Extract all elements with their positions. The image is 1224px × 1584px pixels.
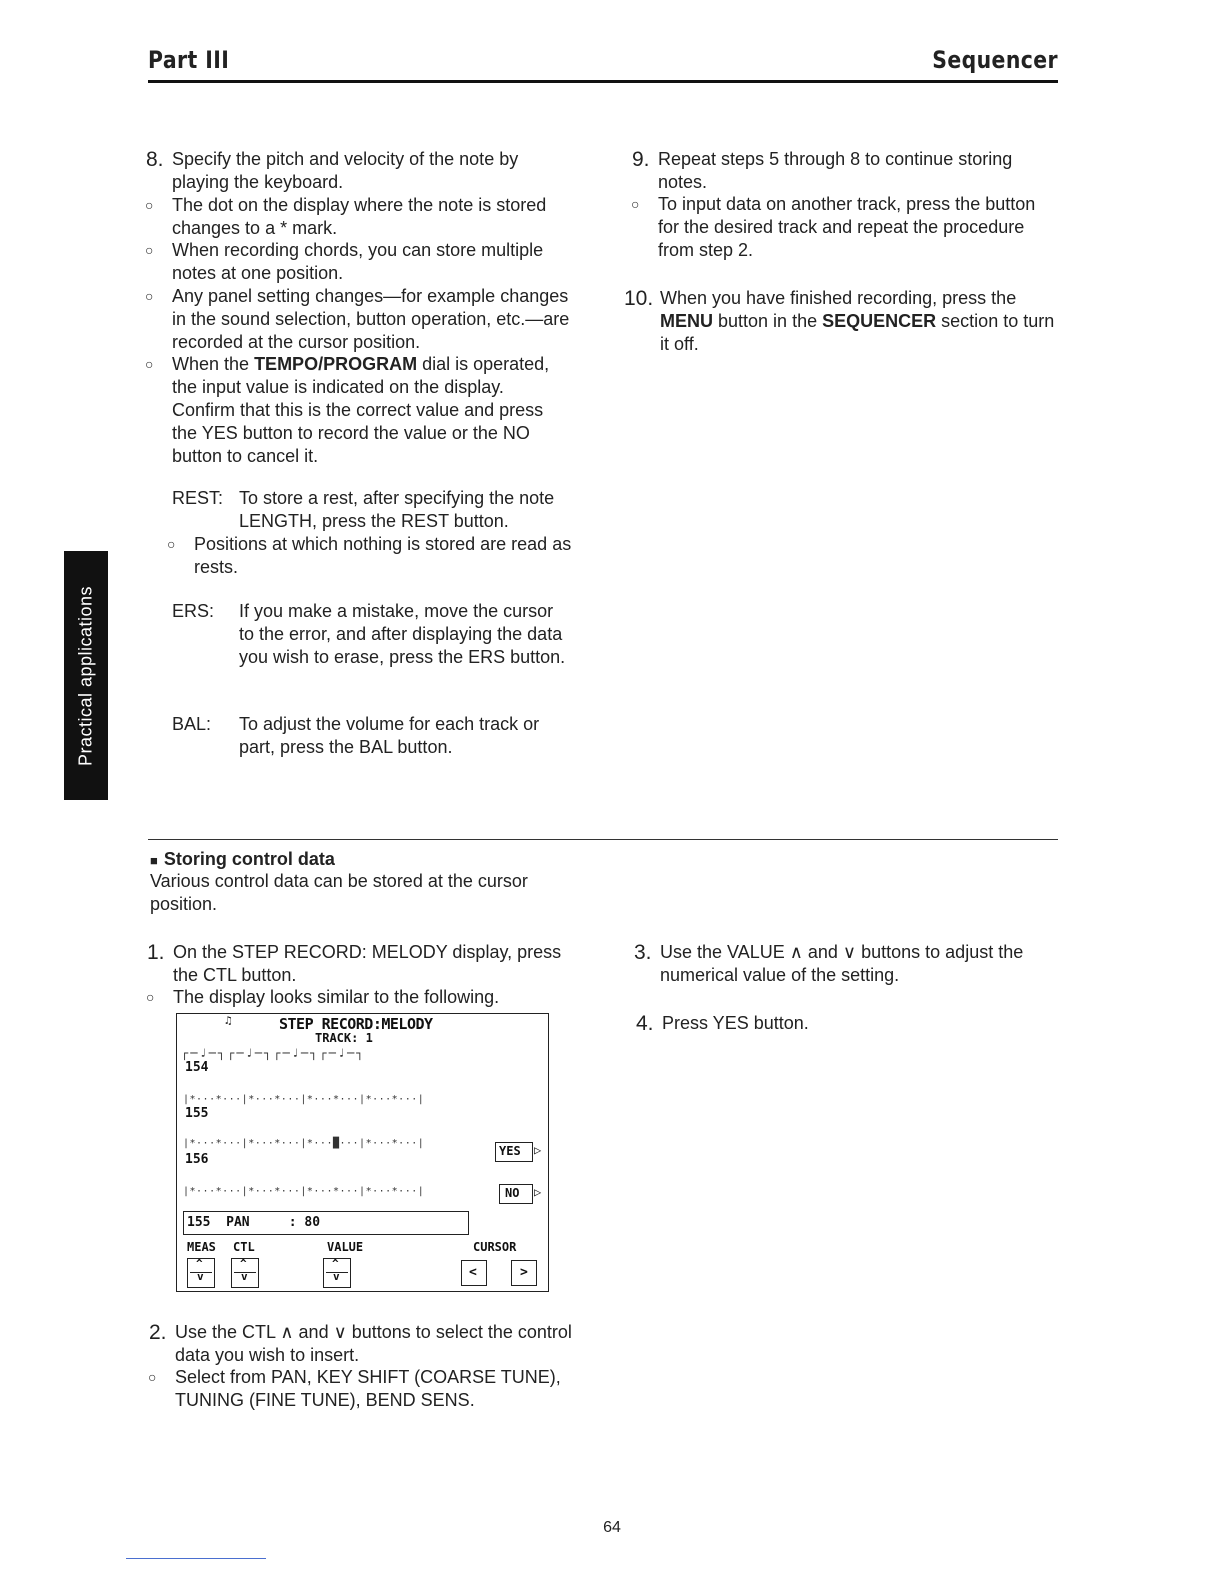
lcd-track: TRACK: 1 <box>315 1031 373 1045</box>
arrow-right-icon: ▷ <box>534 1143 542 1157</box>
lcd-measure-156: 156 <box>185 1152 209 1167</box>
footer-rule <box>126 1558 266 1559</box>
section-rule <box>148 839 1058 840</box>
step-text: Use the VALUE ∧ and ∨ buttons to adjust the numerical value of the setting. <box>660 942 1024 985</box>
step-8 <box>146 148 570 194</box>
cursor-left-button[interactable] <box>461 1260 487 1286</box>
section-marker-icon: ■ <box>150 853 158 868</box>
lcd-note-row: ┌─♩─┐┌─♩─┐┌─♩─┐┌─♩─┐ <box>181 1046 366 1060</box>
step-text: Specify the pitch and velocity of the note by playing the keyboard. <box>172 149 519 192</box>
arrow-right-icon: ▷ <box>534 1185 542 1199</box>
bal-text: To adjust the volume for each track or part, press the BAL button. <box>239 714 540 757</box>
step-number: 1. <box>147 941 165 964</box>
step-number: 4. <box>636 1012 654 1035</box>
down-icon: v <box>241 1270 248 1283</box>
lcd-title: STEP RECORD:MELODY <box>279 1015 433 1033</box>
step-text: Press YES button. <box>662 1013 809 1033</box>
lcd-measure-155: 155 <box>185 1106 209 1121</box>
lcd-label-meas: MEAS <box>187 1240 216 1254</box>
control-step-4 <box>636 1012 1060 1035</box>
rest-label: REST: <box>172 488 224 508</box>
lcd-label-cursor: CURSOR <box>473 1240 517 1254</box>
bullet: ○ When the TEMPO/PROGRAM dial is operated, the input value is indicated on the display. Confirm that this is the correct value and press the YES button to record the value or the NO button to cancel it. <box>145 354 550 466</box>
page-number: 64 <box>603 1519 621 1536</box>
down-icon: v <box>197 1270 204 1283</box>
bullet-icon: ○ <box>631 196 640 212</box>
step-9 <box>632 148 1058 194</box>
section-heading: ■ Storing control data <box>150 849 335 869</box>
bullet: ○ To input data on another track, press the button for the desired track and repeat the procedure from step 2. <box>631 194 1036 260</box>
control-step-3 <box>634 941 1060 987</box>
bullet: ○ Select from PAN, KEY SHIFT (COARSE TUNE), TUNING (FINE TUNE), BEND SENS. <box>148 1367 561 1410</box>
header-part: Part III <box>148 46 230 74</box>
rest-text: To store a rest, after specifying the note LENGTH, press the REST button. <box>239 488 555 531</box>
bullet-icon: ○ <box>145 242 154 258</box>
header-rule <box>148 80 1058 83</box>
bullet: ○ The dot on the display where the note is stored changes to a * mark. <box>145 195 547 238</box>
step-text: Use the CTL ∧ and ∨ buttons to select the control data you wish to insert. <box>175 1322 572 1365</box>
cursor-right-button[interactable] <box>511 1260 537 1286</box>
step-number: 3. <box>634 941 652 964</box>
side-tab <box>64 551 108 800</box>
bullet-icon: ○ <box>145 356 154 372</box>
chevron-right-icon: > <box>520 1265 528 1280</box>
lcd-label-ctl: CTL <box>233 1240 255 1254</box>
ers-label: ERS: <box>172 601 215 621</box>
bullet: ○ The display looks similar to the following. <box>146 987 500 1007</box>
bullet: ○ Any panel setting changes—for example changes in the sound selection, button operation, etc.—are recorded at the cursor position. <box>145 286 570 352</box>
lcd-status: 155 PAN : 80 <box>187 1215 321 1230</box>
lcd-step-row: |*···*···|*···*···|*···█···|*···*···| <box>183 1138 425 1149</box>
lcd-yes-button[interactable] <box>495 1142 533 1162</box>
header-section: Sequencer <box>932 46 1058 74</box>
bal-label: BAL: <box>172 714 212 734</box>
bullet-icon: ○ <box>167 536 176 552</box>
ctl-updown-button[interactable] <box>231 1258 259 1288</box>
meas-updown-button[interactable] <box>187 1258 215 1288</box>
lcd-status-box <box>183 1211 469 1235</box>
bullet-icon: ○ <box>145 288 154 304</box>
lcd-no-label: NO <box>505 1186 520 1200</box>
step-text: Repeat steps 5 through 8 to continue storing notes. <box>658 149 1013 192</box>
note-icon: ♫ <box>225 1014 232 1027</box>
lcd-yes-label: YES <box>499 1144 521 1158</box>
bullet-icon: ○ <box>145 197 154 213</box>
lcd-step-row: |*···*···|*···*···|*···*···|*···*···| <box>183 1186 425 1197</box>
control-step-2 <box>149 1321 572 1367</box>
step-number: 9. <box>632 148 650 171</box>
bullet-icon: ○ <box>146 989 155 1005</box>
lcd-label-value: VALUE <box>327 1240 364 1254</box>
up-icon: ^ <box>240 1257 247 1270</box>
lcd-measure-154: 154 <box>185 1060 209 1075</box>
bullet-icon: ○ <box>148 1369 157 1385</box>
step-number: 8. <box>146 148 164 171</box>
step-text: On the STEP RECORD: MELODY display, press the CTL button. <box>173 942 562 985</box>
bullet: ○ Positions at which nothing is stored are read as rests. <box>167 534 572 577</box>
chevron-left-icon: < <box>469 1265 477 1280</box>
up-icon: ^ <box>332 1257 339 1270</box>
side-tab-label: Practical applications <box>75 585 96 766</box>
control-step-1 <box>147 941 572 987</box>
step-number: 2. <box>149 1321 167 1344</box>
ers-text: If you make a mistake, move the cursor to the error, and after displaying the data you wish to erase, press the ERS button. <box>239 601 566 667</box>
value-updown-button[interactable] <box>323 1258 351 1288</box>
step-10: 10. When you have finished recording, press the MENU button in the SEQUENCER section to turn it off. <box>624 287 1055 354</box>
section-intro: Various control data can be stored at the cursor position. <box>150 871 528 914</box>
lcd-display <box>176 1013 549 1292</box>
down-icon: v <box>333 1270 340 1283</box>
bullet: ○ When recording chords, you can store multiple notes at one position. <box>145 240 544 283</box>
step-number: 10. <box>624 287 654 310</box>
lcd-no-button[interactable] <box>499 1184 533 1204</box>
up-icon: ^ <box>196 1257 203 1270</box>
lcd-step-row: |*···*···|*···*···|*···*···|*···*···| <box>183 1094 425 1105</box>
